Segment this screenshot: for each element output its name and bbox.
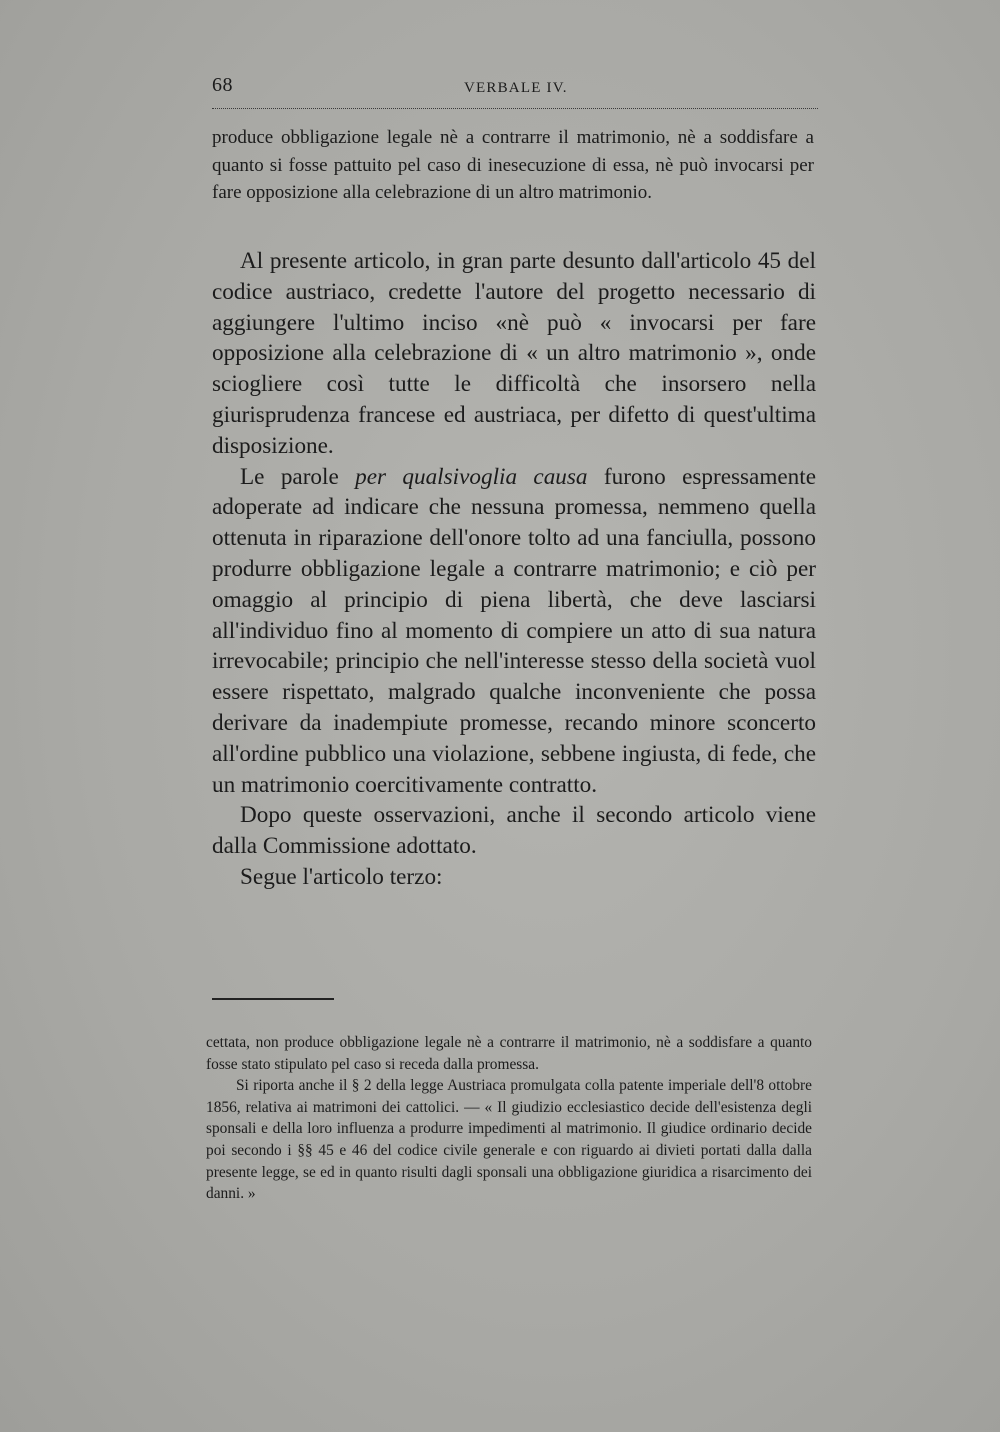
paragraph-2-start: Le parole: [240, 463, 356, 490]
main-text: [212, 246, 816, 893]
page-header: [212, 74, 818, 106]
paragraph-2: [212, 462, 816, 801]
continued-footnote-text: [212, 124, 814, 207]
italic-phrase: per qualsivoglia causa: [355, 463, 588, 490]
footnote-rule: [212, 998, 334, 1000]
intro-paragraph: produce obbligazione legale nè a contrarre il matrimonio, nè a soddisfare a quanto si fosse pattuito pel caso di inesecuzione di essa, nè può invocarsi per fare opposizione alla celebrazione di un altro matrimonio.: [212, 127, 814, 203]
page-number: 68: [212, 74, 233, 96]
running-head: VERBALE IV.: [464, 80, 568, 96]
paragraph-3: Dopo queste osservazioni, anche il secondo articolo viene dalla Commissione adottato.: [212, 802, 816, 860]
paragraph-4: Segue l'articolo terzo:: [240, 863, 443, 890]
paragraph-2-rest: furono espressamente adoperate ad indicare che nessuna promessa, nemmeno quella ottenuta in riparazione dell'onore tolto ad una fanciulla, possono produrre obbligazione legale a contrarre matrimonio; e ciò per omaggio al principio di piena libertà, che deve lasciarsi all'individuo fino al momento di compiere un atto di sua natura irrevocabile; principio che nell'interesse stesso della società vuol essere rispettato, malgrado qualche inconveniente che possa derivare da inadempiute promesse, recando minore sconcerto all'ordine pubblico una violazione, sebbene ingiusta, di fede, che un matrimonio coercitivamente contratto.: [212, 463, 816, 798]
header-rule: [212, 108, 818, 109]
paragraph-1: Al presente articolo, in gran parte desunto dall'articolo 45 del codice austriaco, credette l'autore del progetto necessario di aggiungere l'ultimo inciso «nè può « invocarsi per fare opposizione alla celebrazione di « un altro matrimonio », onde sciogliere così tutte le difficoltà che insorsero nella giurisprudenza francese ed austriaca, per difetto di quest'ultima disposizione.: [212, 248, 816, 459]
footnote-2: Si riporta anche il § 2 della legge Austriaca promulgata colla patente imperiale dell'8 ottobre 1856, relativa ai matrimoni dei cattolici. — « Il giudizio ecclesiastico decide dell'esistenza degli sponsali e della loro influenza a produrre impedimenti al matrimonio. Il giudice ordinario decide poi secondo i §§ 45 e 46 del codice civile generale e con riguardo ai divieti portati dalla dalla presente legge, se ed in quanto risulti dagli sponsali una obbligazione giuridica a risarcimento dei danni. »: [206, 1077, 812, 1203]
footnote-1: cettata, non produce obbligazione legale nè a contrarre il matrimonio, nè a soddisfare a quanto fosse stato stipulato pel caso si receda dalla promessa.: [206, 1034, 812, 1073]
footnotes: [206, 1032, 812, 1205]
